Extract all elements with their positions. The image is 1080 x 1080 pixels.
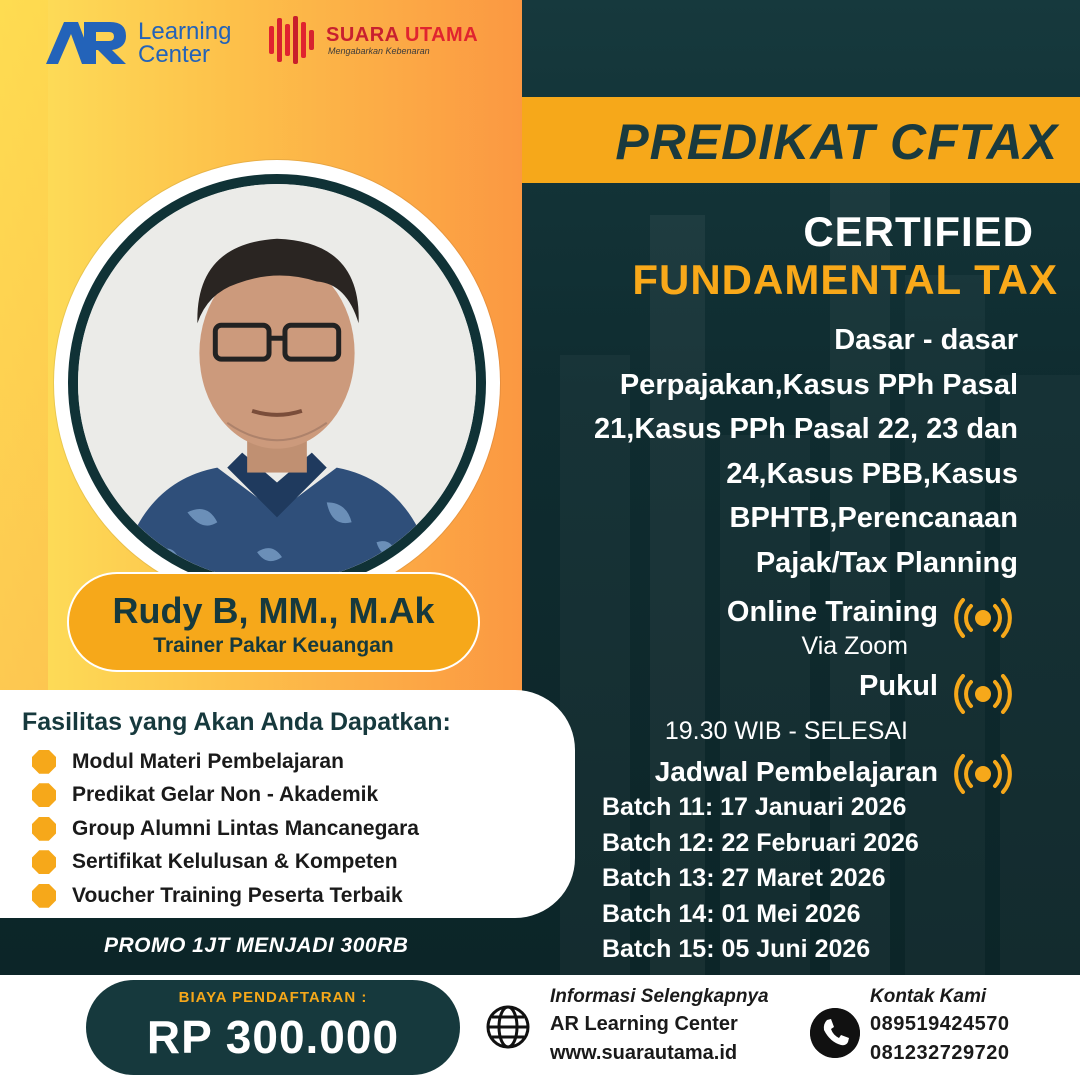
description-line: Pajak/Tax Planning: [755, 546, 1018, 579]
description-line: 24,Kasus PBB,Kasus: [726, 457, 1018, 490]
phone-number-1[interactable]: 089519424570: [870, 1013, 1010, 1035]
octagon-bullet-icon: [32, 783, 56, 807]
utama-word: UTAMA: [404, 24, 479, 46]
broadcast-signal-icon: [954, 674, 1012, 714]
facilities-list: [32, 745, 419, 913]
trainer-role: Trainer Pakar Keuangan: [153, 634, 394, 657]
description-line: 21,Kasus PPh Pasal 22, 23 dan: [594, 413, 1018, 445]
broadcast-signal-icon: [954, 598, 1012, 638]
suara-word: SUARA: [326, 24, 399, 46]
octagon-bullet-icon: [32, 850, 56, 874]
ar-logo-line2: Center: [138, 41, 211, 68]
contact-title: Kontak Kami: [870, 986, 987, 1007]
info-organization: AR Learning Center: [550, 1013, 738, 1035]
phone-icon: [810, 1008, 860, 1058]
training-mode: Online Training: [726, 596, 938, 628]
facility-label: Group Alumni Lintas Mancanegara: [72, 816, 419, 840]
facility-label: Voucher Training Peserta Terbaik: [72, 883, 403, 907]
batch-item: Batch 11: 17 Januari 2026: [602, 793, 907, 821]
course-description: [518, 318, 1018, 585]
trainer-portrait-image: [78, 184, 476, 582]
price-pill: [86, 980, 460, 1075]
promo-text: PROMO 1JT MENJADI 300RB: [104, 934, 409, 957]
batch-schedule-list: [602, 790, 919, 968]
training-time: 19.30 WIB - SELESAI: [664, 717, 908, 745]
fundamental-tax-heading: FUNDAMENTAL TAX: [632, 256, 1058, 303]
ar-logo-line1: Learning: [138, 18, 232, 45]
description-line: Dasar - dasar: [834, 324, 1018, 356]
info-title: Informasi Selengkapnya: [550, 986, 769, 1007]
trainer-photo: [68, 174, 486, 592]
gold-stripe: [0, 0, 48, 700]
price-value: RP 300.000: [146, 1011, 400, 1063]
price-label: BIAYA PENDAFTARAN :: [178, 989, 368, 1006]
facility-item: [32, 846, 419, 880]
certified-heading: CERTIFIED: [803, 208, 1034, 255]
training-via: Via Zoom: [801, 632, 908, 660]
phone-number-2[interactable]: 081232729720: [870, 1042, 1010, 1064]
ar-logo-icon: [44, 20, 128, 66]
octagon-bullet-icon: [32, 750, 56, 774]
globe-icon: [484, 1003, 532, 1051]
octagon-bullet-icon: [32, 817, 56, 841]
title-banner: [522, 97, 1080, 183]
time-label: Pukul: [859, 670, 938, 702]
description-line: BPHTB,Perencanaan: [729, 502, 1018, 534]
facility-label: Sertifikat Kelulusan & Kompeten: [72, 850, 398, 874]
facility-item: [32, 879, 419, 913]
facility-label: Predikat Gelar Non - Akademik: [72, 783, 379, 807]
suara-utama-title: [326, 24, 478, 47]
octagon-bullet-icon: [32, 884, 56, 908]
batch-item: Batch 14: 01 Mei 2026: [602, 899, 861, 928]
batch-item: Batch 15: 05 Juni 2026: [602, 935, 871, 963]
ar-logo-text: [138, 20, 231, 66]
suara-utama-logo-icon: [268, 14, 320, 66]
facility-label: Modul Materi Pembelajaran: [72, 749, 344, 773]
facility-item: [32, 745, 419, 779]
banner-title: PREDIKAT CFTAX: [615, 114, 1058, 170]
batch-item: Batch 13: 27 Maret 2026: [602, 864, 886, 892]
facilities-title: Fasilitas yang Akan Anda Dapatkan:: [22, 708, 451, 736]
facility-item: [32, 779, 419, 813]
broadcast-signal-icon: [954, 754, 1012, 794]
website-link[interactable]: www.suarautama.id: [550, 1042, 738, 1064]
batch-item: Batch 12: 22 Februari 2026: [602, 828, 919, 857]
facility-item: [32, 812, 419, 846]
trainer-name-pill: [67, 572, 480, 672]
trainer-name: Rudy B, MM., M.Ak: [112, 590, 435, 631]
schedule-label: Jadwal Pembelajaran: [654, 756, 938, 787]
suara-utama-tagline: Mengabarkan Kebenaran: [328, 46, 430, 56]
description-line: Perpajakan,Kasus PPh Pasal: [619, 368, 1018, 401]
